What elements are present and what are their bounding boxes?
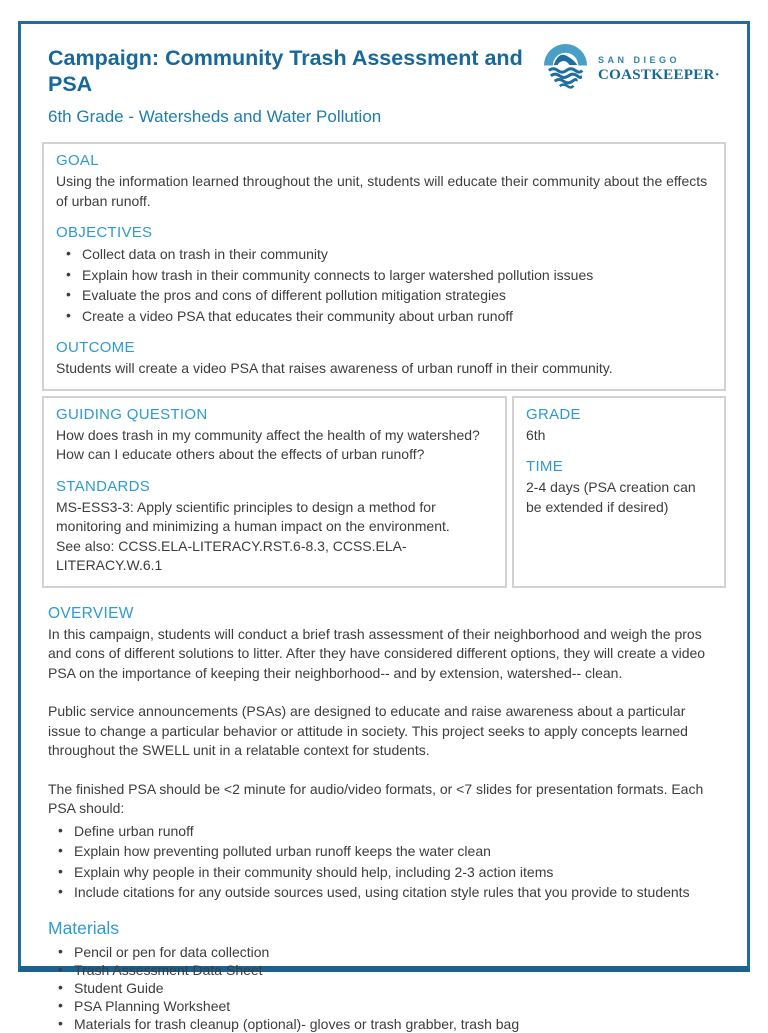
standards-paragraphs <box>56 498 493 576</box>
campaign-subtitle: 6th Grade - Watersheds and Water Pollution <box>48 107 382 126</box>
goal-heading: GOAL <box>56 152 99 169</box>
material-item: • Trash Assessment Data Sheet <box>48 961 720 979</box>
logo-text-coastkeeper: COASTKEEPER· <box>598 66 720 83</box>
page-header <box>42 41 726 127</box>
guiding-question-lines <box>56 426 493 465</box>
objective-item: • Collect data on trash in their community <box>56 245 712 265</box>
time-value: 2-4 days (PSA creation can be extended if desired) <box>526 479 696 515</box>
overview-heading: OVERVIEW <box>48 604 134 622</box>
guiding-question-heading: GUIDING QUESTION <box>56 405 208 423</box>
campaign-title: Campaign: Community Trash Assessment and PSA <box>48 46 523 96</box>
overview-paragraph: In this campaign, students will conduct a brief trash assessment of their neighborhood and weigh the pros and cons of different solutions to litter. After they have considered different options, they will create a video PSA on the importance of keeping their neighborhood-- and by extension, watershed-- clean. <box>48 625 706 681</box>
page-frame <box>18 21 750 1032</box>
material-item: • Materials for trash cleanup (optional)- gloves or trash grabber, trash bag <box>48 1015 720 1033</box>
standards-heading: STANDARDS <box>56 477 151 495</box>
overview-paragraphs <box>48 625 720 819</box>
overview-section <box>42 605 726 903</box>
time-heading: TIME <box>526 458 564 475</box>
objective-item: • Evaluate the pros and cons of different pollution mitigation strategies <box>56 286 712 306</box>
info-row <box>42 396 726 588</box>
outcome-text: Students will create a video PSA that raises awareness of urban runoff in their community. <box>56 360 613 376</box>
logo-wordmark <box>598 55 720 84</box>
guiding-question-line: How can I educate others about the effects of urban runoff? <box>56 446 425 462</box>
overview-paragraph: Public service announcements (PSAs) are designed to educate and raise awareness about a particular issue to change a particular behavior or attitude in society. This project seeks to apply concepts learned throughout the SWELL unit in a relatable context for students. <box>48 703 688 758</box>
guiding-question-box <box>42 396 507 588</box>
objective-item: • Create a video PSA that educates their community about urban runoff <box>56 307 712 327</box>
logo-text-san-diego: SAN DIEGO <box>598 54 681 65</box>
materials-section <box>42 917 726 1033</box>
material-item: • Student Guide <box>48 979 720 997</box>
objective-item: • Explain how trash in their community connects to larger watershed pollution issues <box>56 266 712 286</box>
outcome-heading: OUTCOME <box>56 339 135 356</box>
grade-time-box <box>512 396 726 588</box>
goal-box <box>42 142 726 391</box>
goal-text: Using the information learned throughout the unit, students will educate their community about the effects of urban runoff. <box>56 173 708 209</box>
material-item: • Pencil or pen for data collection <box>48 943 720 961</box>
grade-value: 6th <box>526 426 546 443</box>
psa-requirements-list <box>48 822 720 903</box>
overview-paragraph: The finished PSA should be <2 minute for audio/video formats, or <7 slides for presentation formats. Each PSA should: <box>48 780 704 816</box>
materials-heading: Materials <box>48 917 119 938</box>
objectives-list <box>56 245 712 326</box>
standards-paragraph: See also: CCSS.ELA-LITERACY.RST.6-8.3, CCSS.ELA-LITERACY.W.6.1 <box>56 537 407 573</box>
title-block <box>48 41 542 127</box>
standards-paragraph: MS-ESS3-3: Apply scientific principles to design a method for monitoring and minimizing a human impact on the environment. <box>56 498 450 534</box>
coastkeeper-logo <box>542 43 720 95</box>
psa-requirement-item: • Include citations for any outside sources used, using citation style rules that you provide to students <box>48 883 720 903</box>
psa-requirement-item: • Define urban runoff <box>48 822 720 842</box>
guiding-question-line: How does trash in my community affect the health of my watershed? <box>56 426 480 443</box>
coastkeeper-wave-icon <box>542 43 589 95</box>
psa-requirement-item: • Explain how preventing polluted urban runoff keeps the water clean <box>48 842 720 862</box>
objectives-heading: OBJECTIVES <box>56 224 153 241</box>
grade-heading: GRADE <box>526 405 581 423</box>
materials-list <box>48 943 720 1033</box>
material-item: • PSA Planning Worksheet <box>48 997 720 1015</box>
psa-requirement-item: • Explain why people in their community should help, including 2-3 action items <box>48 863 720 883</box>
